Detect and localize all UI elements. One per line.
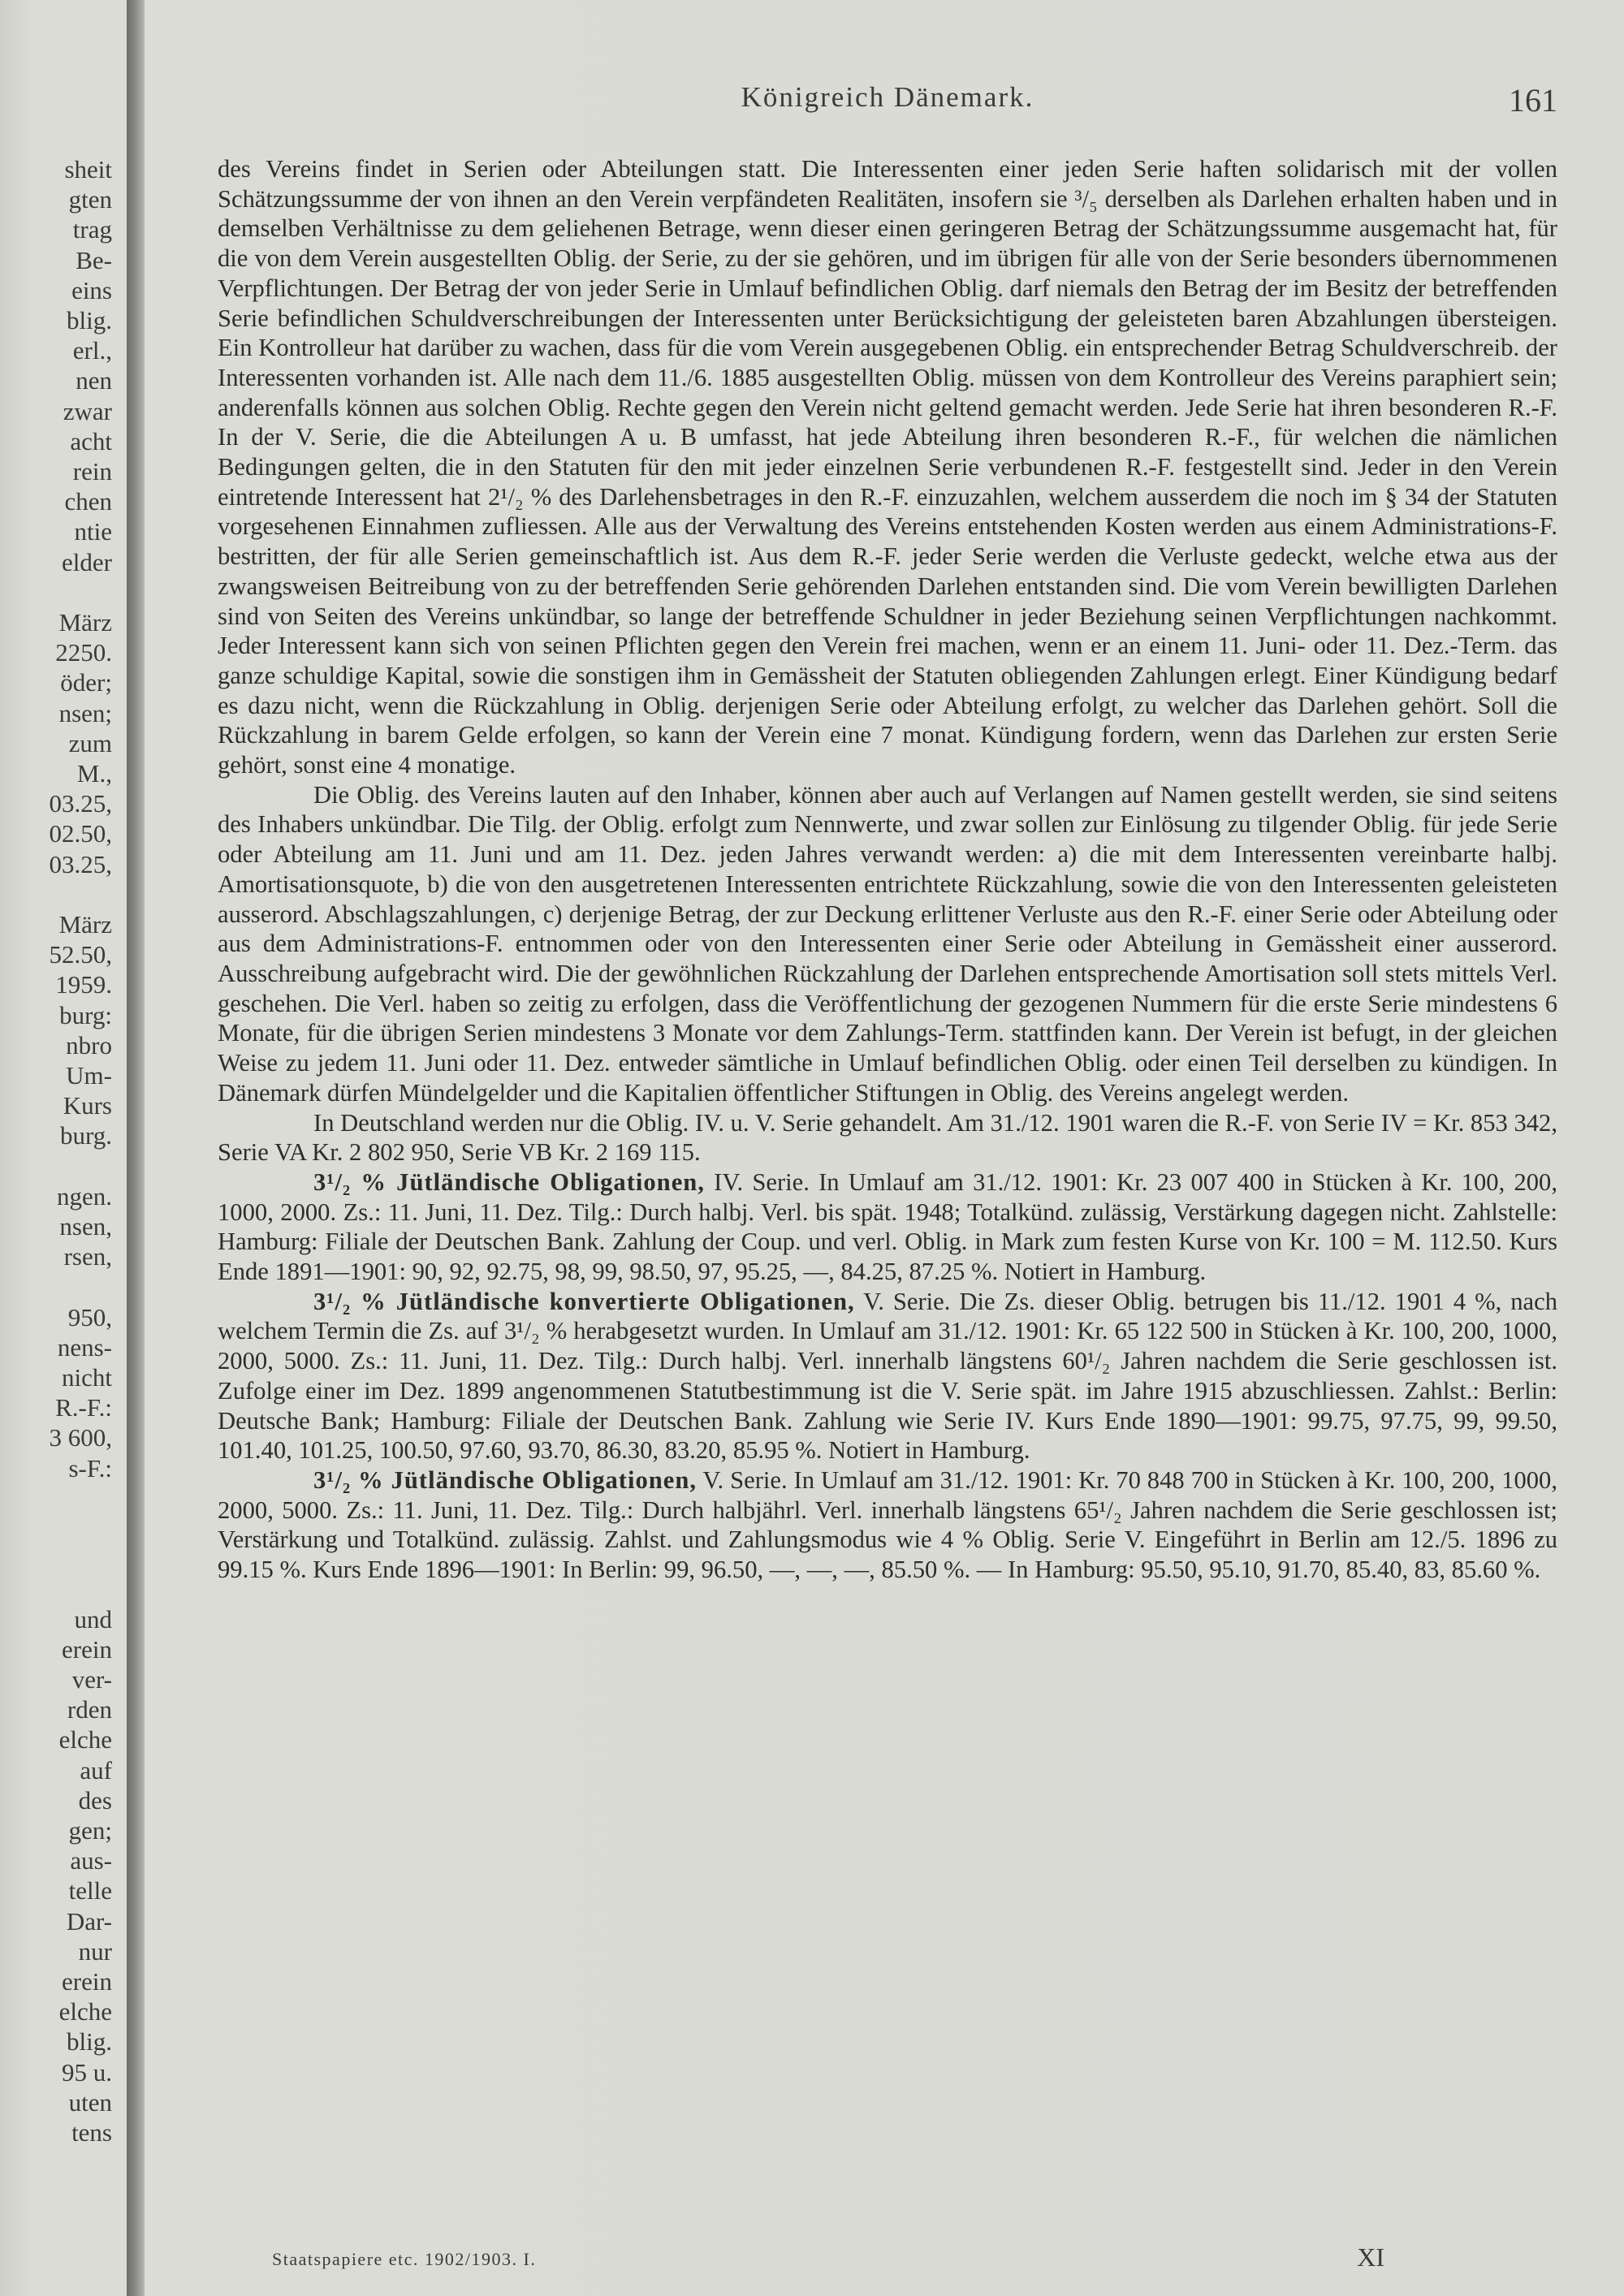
paragraph <box>218 1287 1557 1465</box>
running-title: Königreich Dänemark. <box>741 81 1034 113</box>
margin-fragment: ntie <box>74 517 112 546</box>
bond-heading: 3¹/₂ % Jütländische Obligationen, <box>313 1167 705 1196</box>
margin-fragment: 950, <box>67 1302 112 1331</box>
margin-fragment: burg: <box>59 1000 112 1029</box>
paragraph-text: V. Serie. Die Zs. dieser Oblig. betrugen bis 11./12. 1901 4 %, nach welchem Termin die Zs. auf 3¹/₂ % herabgesetzt wurden. In Umlauf am 31./12. 1901: Kr. 65 122 500 in Stücken à Kr. 100, 200, 1000, 2000, 5000. Zs.: 11. Juni, 11. Dez. Tilg.: Durch halbj. Verl. innerhalb längstens 60¹/₂ Jahren nachdem die Serie geschlossen ist. Zufolge einer im Dez. 1899 angenommenen Statutbestimmung ist die V. Serie spät. im Jahre 1915 abzuschliessen. Zahlst.: Berlin: Deutsche Bank; Hamburg: Filiale der Deutschen Bank. Zahlung wie Serie IV. Kurs Ende 1890—1901: 99.75, 97.75, 99, 99.50, 101.40, 101.25, 100.50, 97.60, 93.70, 86.30, 83.20, 85.95 %. Notiert in Hamburg. <box>218 1287 1557 1465</box>
margin-fragment: 52.50, <box>49 940 112 969</box>
paragraph <box>218 1108 1557 1167</box>
margin-fragment: erein <box>62 1967 112 1996</box>
margin-fragment: Be- <box>76 245 112 274</box>
margin-fragment: blig. <box>67 306 112 334</box>
paragraph <box>218 154 1557 780</box>
margin-fragment: Kurs <box>63 1091 112 1120</box>
margin-fragment: elder <box>62 547 112 576</box>
margin-fragment: gen; <box>68 1816 112 1845</box>
margin-fragment: trag <box>72 215 112 244</box>
margin-fragment: zum <box>68 728 112 757</box>
paragraph-text: Die Oblig. des Vereins lauten auf den Inhaber, können aber auch auf Verlangen auf Namen gestellt werden, sie sind seitens des Inhabers unkündbar. Die Tilg. der Oblig. erfolgt zum Nennwerte, und zwar sollen zur Einlösung zu tilgender Oblig. für jede Serie oder Abteilung am 11. Juni und am 11. Dez. jeden Jahres verwandt werden: a) die mit dem Interessenten vereinbarte halbj. Amortisationsquote, b) die von den ausgetretenen Interessenten entrichtete Rückzahlung, sowie die von den Interessenten geleisteten ausserord. Abschlagszahlungen, c) derjenige Betrag, der zur Deckung erlittener Verluste aus den R.-F. einer Serie oder Abteilung oder aus dem Administrations-F. entnommen oder von den Interessenten einer Serie oder Abteilung in Gemässheit einer ausserord. Ausschreibung aufgebracht wird. Die der gewöhnlichen Rückzahlung der Darlehen entsprechende Amortisation soll stets mittels Verl. geschehen. Die Verl. haben so zeitig zu erfolgen, dass die Veröffentlichung der gezogenen Nummern für die erste Serie mindestens 6 Monate, für die übrigen Serien mindestens 3 Monate vor dem Zahlungs-Term. stattfinden kann. Der Verein ist befugt, in der gleichen Weise zu jedem 11. Juni oder 11. Dez. entweder sämtliche in Umlauf befindlichen Oblig. oder einen Teil derselben zu kündigen. In Dänemark dürfen Mündelgelder und die Kapitalien öffentlicher Stiftungen in Oblig. des Vereins angelegt werden. <box>218 780 1557 1107</box>
paragraph <box>218 1465 1557 1585</box>
margin-fragment: 2250. <box>55 638 112 667</box>
margin-fragment: burg. <box>59 1121 112 1150</box>
margin-fragment: eins <box>71 275 112 304</box>
margin-fragment: telle <box>68 1876 112 1905</box>
margin-fragment: 02.50, <box>49 819 112 848</box>
margin-fragment: rden <box>67 1695 112 1724</box>
margin-fragment: blig. <box>67 2027 112 2056</box>
paragraph-text: In Deutschland werden nur die Oblig. IV. u. V. Serie gehandelt. Am 31./12. 1901 waren die R.-F. von Serie IV = Kr. 853 342, Serie VA Kr. 2 802 950, Serie VB Kr. 2 169 115. <box>218 1108 1557 1167</box>
margin-fragment: erl., <box>72 336 112 365</box>
margin-fragment: sheit <box>64 155 112 183</box>
footer-sheet-number: XI <box>1357 2242 1384 2272</box>
margin-fragment: 03.25, <box>49 849 112 878</box>
margin-fragment: s-F.: <box>68 1453 112 1482</box>
margin-fragment: 95 u. <box>62 2057 112 2087</box>
margin-fragment: erein <box>62 1634 112 1664</box>
book-gutter <box>127 0 145 2296</box>
main-text-column <box>218 154 1557 1585</box>
margin-fragment: elche <box>58 1997 112 2026</box>
margin-fragment: des <box>78 1785 112 1815</box>
margin-fragment: uten <box>68 2087 112 2117</box>
margin-fragment: auf <box>80 1755 112 1785</box>
margin-fragment: nbro <box>66 1030 112 1060</box>
margin-fragment: aus- <box>70 1846 112 1875</box>
margin-fragment: und <box>74 1604 112 1634</box>
margin-fragment: 3 600, <box>49 1423 112 1452</box>
page-number: 161 <box>1509 82 1557 119</box>
adjacent-page-margin <box>0 154 122 2233</box>
page-footer <box>272 2242 1384 2281</box>
margin-fragment: 1959. <box>55 970 112 999</box>
margin-fragment: M., <box>76 759 112 788</box>
margin-fragment: elche <box>58 1725 112 1754</box>
margin-fragment: nur <box>78 1936 112 1966</box>
margin-fragment: R.-F.: <box>55 1393 112 1422</box>
margin-fragment: rein <box>72 457 112 486</box>
margin-fragment: öder; <box>60 668 112 697</box>
margin-fragment: Um- <box>66 1061 112 1090</box>
margin-fragment: nicht <box>62 1363 112 1392</box>
footer-signature: Staatspapiere etc. 1902/1903. I. <box>272 2249 537 2269</box>
margin-fragment: gten <box>68 185 112 214</box>
bond-heading: 3¹/₂ % Jütländische Obligationen, <box>313 1465 698 1494</box>
bond-heading: 3¹/₂ % Jütländische konvertierte Obligationen, <box>313 1287 855 1315</box>
paragraph <box>218 780 1557 1108</box>
page-header <box>218 81 1557 122</box>
margin-fragment: März <box>58 910 112 939</box>
margin-fragment: Dar- <box>66 1906 112 1936</box>
margin-fragment: acht <box>70 426 112 455</box>
margin-fragment: nsen; <box>58 698 112 727</box>
margin-fragment: nen <box>76 366 112 395</box>
margin-fragment: zwar <box>63 396 112 425</box>
margin-fragment: 03.25, <box>49 789 112 818</box>
paragraph <box>218 1167 1557 1287</box>
margin-fragment: rsen, <box>63 1242 112 1271</box>
margin-fragment: ngen. <box>56 1181 112 1211</box>
margin-fragment: tens <box>71 2118 112 2147</box>
margin-fragment: nsen, <box>59 1212 112 1241</box>
margin-fragment: chen <box>64 487 112 516</box>
margin-fragment: ver- <box>71 1665 112 1694</box>
margin-fragment: März <box>58 608 112 637</box>
paragraph-text: IV. Serie. In Umlauf am 31./12. 1901: Kr. 23 007 400 in Stücken à Kr. 100, 200, 1000, 2000. Zs.: 11. Juni, 11. Dez. Tilg.: Durch halbj. Verl. bis spät. 1948; Totalkünd. zulässig, Verstärkung dagegen nicht. Zahlstelle: Hamburg: Filiale der Deutschen Bank. Zahlung der Coup. und verl. Oblig. in Mark zum festen Kurse von Kr. 100 = M. 112.50. Kurs Ende 1891—1901: 90, 92, 92.75, 98, 99, 98.50, 97, 95.25, —, 84.25, 87.25 %. Notiert in Hamburg. <box>218 1167 1558 1286</box>
paragraph-text: des Vereins findet in Serien oder Abteilungen statt. Die Interessenten einer jeden Serie haften solidarisch mit der vollen Schätzungssumme der von ihnen an den Verein verpfändeten Realitäten, insofern sie ³/₅ derselben als Darlehen erhalten haben und in demselben Verhältnisse zu dem geliehenen Betrage, wenn dieser einen geringeren Betrag der Schätzungssumme ausgemacht hat, für die von dem Verein ausgestellten Oblig. der Serie, zu der sie gehören, und im übrigen für alle von der Serie besonders übernommenen Verpflichtungen. Der Betrag der von jeder Serie in Umlauf befindlichen Oblig. darf niemals den Betrag der im Besitz der betreffenden Serie befindlichen Schuldverschreibungen der Interessenten unter Berücksichtigung der geleisteten baren Abzahlungen übersteigen. Ein Kontrolleur hat darüber zu wachen, dass für die vom Verein ausgegebenen Oblig. ein entsprechender Betrag Schuldverschreib. der Interessenten vorhanden ist. Alle nach dem 11./6. 1885 ausgestellten Oblig. müssen von dem Kontrolleur des Vereins paraphiert sein; anderenfalls können aus solchen Oblig. Rechte gegen den Verein nicht geltend gemacht werden. Jede Serie hat ihren besonderen R.-F. In der V. Serie, die die Abteilungen A u. B umfasst, hat jede Abteilung ihren besonderen R.-F., für welchen die nämlichen Bedingungen gelten, die in den Statuten für den mit jeder einzelnen Serie verbundenen R.-F. festgestellt sind. Jeder in den Verein eintretende Interessent hat 2¹/₂ % des Darlehensbetrages in den R.-F. einzuzahlen, welchem ausserdem die noch im § 34 der Statuten vorgesehenen Einnahmen zufliessen. Alle aus der Verwaltung des Vereins entstehenden Kosten werden aus einem Administrations-F. bestritten, der für alle Serien gemeinschaftlich ist. Aus dem R.-F. jeder Serie werden die Verluste gedeckt, welche etwa aus der zwangsweisen Beitreibung von zu der betreffenden Serie gehörenden Darlehen entstanden sind. Die vom Verein bewilligten Darlehen sind von Seiten des Vereins unkündbar, so lange der betreffende Schuldner in jeder Beziehung seinen Verpflichtungen nachkommt. Jeder Interessent kann sich von seinen Pflichten gegen den Verein frei machen, wenn er an einem 11. Juni- oder 11. Dez.-Term. das ganze schuldige Kapital, sowie die sonstigen ihm in Gemässheit der Statuten obliegenden Zahlungen erlegt. Einer Kündigung bedarf es dazu nicht, wenn die Rückzahlung in Oblig. derjenigen Serie oder Abteilung erfolgt, zu welcher das Darlehen gehört. Soll die Rückzahlung in barem Gelde erfolgen, so kann der Verein eine 7 monat. Kündigung fordern, wenn das Darlehen zur ersten Serie gehört, sonst eine 4 monatige. <box>218 155 1557 779</box>
margin-fragment: nens- <box>57 1332 112 1362</box>
paragraph-text: V. Serie. In Umlauf am 31./12. 1901: Kr. 70 848 700 in Stücken à Kr. 100, 200, 1000, 2000, 5000. Zs.: 11. Juni, 11. Dez. Tilg.: Durch halbjährl. Verl. innerhalb längstens 65¹/₂ Jahren nachdem die Serie geschlossen ist; Verstärkung und Totalkünd. zulässig. Zahlst. und Zahlungsmodus wie 4 % Oblig. Serie V. Eingeführt in Berlin am 12./5. 1896 zu 99.15 %. Kurs Ende 1896—1901: In Berlin: 99, 96.50, —, —, —, 85.50 %. — In Hamburg: 95.50, 95.10, 91.70, 85.40, 83, 85.60 %. <box>218 1465 1558 1584</box>
